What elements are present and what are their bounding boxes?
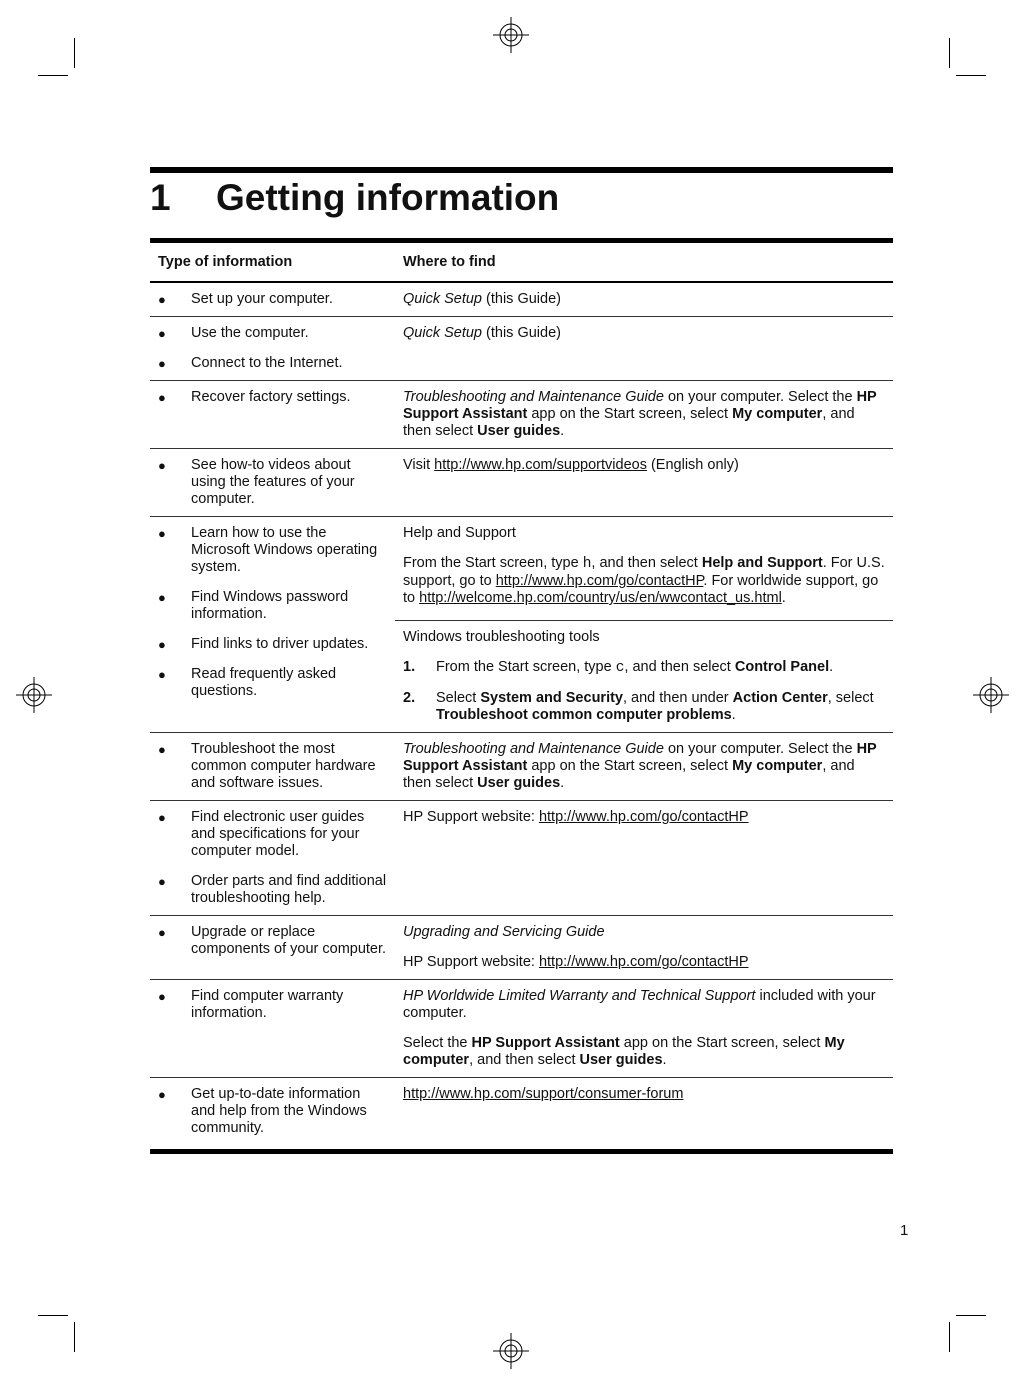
chapter-title: Getting information <box>216 177 560 218</box>
troubleshooting-tools-section <box>395 620 893 724</box>
contact-hp-link[interactable]: http://www.hp.com/go/contactHP <box>538 954 749 970</box>
list-item: ● See how-to videos about using the features of your computer. <box>158 457 355 507</box>
type-cell <box>150 517 395 733</box>
table-row <box>150 1078 893 1152</box>
registration-mark-icon <box>493 17 529 53</box>
list-item: ● Use the computer. <box>158 325 309 341</box>
type-cell <box>150 980 395 1078</box>
table-header-row <box>150 241 893 283</box>
list-item: ● Upgrade or replace components of your computer. <box>158 924 387 957</box>
registration-mark-icon <box>973 677 1009 713</box>
type-cell <box>150 733 395 801</box>
bullet-icon: ● <box>158 1087 166 1102</box>
consumer-forum-link[interactable]: http://www.hp.com/support/consumer-forum <box>403 1086 684 1102</box>
table-row <box>150 916 893 980</box>
bullet-icon: ● <box>158 390 166 405</box>
table-row <box>150 381 893 449</box>
crop-mark <box>74 1322 75 1352</box>
table-row <box>150 801 893 916</box>
page-number: 1 <box>900 1222 909 1239</box>
where-cell: Quick Setup (this Guide) <box>403 291 561 307</box>
list-item: ● Find Windows password information. <box>158 589 349 622</box>
step-item: 2. Select System and Security, and then under Action Center, select Troubleshoot common computer problems. <box>403 690 874 723</box>
crop-mark <box>949 38 950 68</box>
bullet-icon: ● <box>158 874 166 889</box>
type-cell <box>150 916 395 980</box>
type-cell <box>150 801 395 916</box>
bullet-icon: ● <box>158 810 166 825</box>
crop-mark <box>38 1315 68 1316</box>
list-item: ● Find electronic user guides and specifications for your computer model. <box>158 809 365 859</box>
registration-mark-icon <box>16 677 52 713</box>
list-item: ● Order parts and find additional troubleshooting help. <box>158 873 387 906</box>
type-cell <box>150 282 395 317</box>
crop-mark <box>956 75 986 76</box>
list-item: ● Learn how to use the Microsoft Windows operating system. <box>158 525 378 575</box>
guide-title: Quick Setup <box>403 291 482 307</box>
bullet-icon: ● <box>158 667 166 682</box>
column-header-where: Where to find <box>395 241 893 283</box>
list-item: ● Recover factory settings. <box>158 389 351 405</box>
list-item: ● Read frequently asked questions. <box>158 666 337 699</box>
where-cell <box>395 1078 893 1152</box>
chapter-rule <box>150 167 893 173</box>
bullet-icon: ● <box>158 590 166 605</box>
column-header-type: Type of information <box>150 241 395 283</box>
guide-title: Quick Setup <box>403 325 482 341</box>
support-videos-link[interactable]: http://www.hp.com/supportvideos <box>434 457 647 473</box>
contact-hp-link[interactable]: http://www.hp.com/go/contactHP <box>538 809 749 825</box>
bullet-icon: ● <box>158 458 166 473</box>
bullet-icon: ● <box>158 637 166 652</box>
bullet-icon: ● <box>158 925 166 940</box>
bullet-icon: ● <box>158 356 166 371</box>
where-cell: HP Worldwide Limited Warranty and Technical Support included with your computer. Select the HP Support Assistant app on the Start screen, select My computer, and then select User guides. <box>395 980 893 1078</box>
where-cell: Quick Setup (this Guide) <box>395 317 893 381</box>
chapter-heading <box>150 176 559 220</box>
help-title: Help and Support <box>403 525 516 541</box>
type-cell <box>150 381 395 449</box>
bullet-icon: ● <box>158 742 166 757</box>
bullet-icon: ● <box>158 326 166 341</box>
type-cell <box>150 317 395 381</box>
contact-hp-link[interactable]: http://www.hp.com/go/contactHP <box>495 573 704 589</box>
where-cell: Visit http://www.hp.com/supportvideos (English only) <box>395 449 893 517</box>
type-cell <box>150 449 395 517</box>
crop-mark <box>38 75 68 76</box>
information-table <box>150 238 893 1154</box>
crop-mark <box>949 1322 950 1352</box>
where-cell: Troubleshooting and Maintenance Guide on your computer. Select the HP Support Assistant app on the Start screen, select My computer, and then select User guides. <box>395 733 893 801</box>
bullet-icon: ● <box>158 292 166 307</box>
guide-title: Upgrading and Servicing Guide <box>403 924 605 940</box>
type-cell <box>150 1078 395 1152</box>
worldwide-contact-link[interactable]: http://welcome.hp.com/country/us/en/wwcontact_us.html <box>419 590 782 606</box>
tools-title: Windows troubleshooting tools <box>403 629 600 645</box>
list-item: ● Get up-to-date information and help from the Windows community. <box>158 1086 367 1136</box>
registration-mark-icon <box>493 1333 529 1369</box>
bullet-icon: ● <box>158 526 166 541</box>
table-row <box>150 449 893 517</box>
where-cell <box>395 517 893 733</box>
list-item: ● Connect to the Internet. <box>158 355 343 371</box>
table-row <box>150 733 893 801</box>
table-row <box>150 317 893 381</box>
bullet-icon: ● <box>158 989 166 1004</box>
where-cell: Upgrading and Servicing Guide HP Support website: http://www.hp.com/go/contactHP <box>395 916 893 980</box>
list-item: ● Find computer warranty information. <box>158 988 344 1021</box>
chapter-number: 1 <box>150 177 171 218</box>
table-row <box>150 282 893 317</box>
table-row <box>150 980 893 1078</box>
list-item: ● Find links to driver updates. <box>158 636 369 652</box>
table-row <box>150 517 893 733</box>
where-cell: Troubleshooting and Maintenance Guide on your computer. Select the HP Support Assistant app on the Start screen, select My computer, and then select User guides. <box>395 381 893 449</box>
where-cell: HP Support website: http://www.hp.com/go/contactHP <box>395 801 893 916</box>
step-item: 1. From the Start screen, type c, and then select Control Panel. <box>403 659 834 676</box>
crop-mark <box>74 38 75 68</box>
list-item: ● Troubleshoot the most common computer hardware and software issues. <box>158 741 376 791</box>
list-item: ● Set up your computer. <box>158 291 333 307</box>
crop-mark <box>956 1315 986 1316</box>
help-instructions: From the Start screen, type h, and then select Help and Support. For U.S. support, go to http://www.hp.com/go/contactHP. For worldwide support, go to http://welcome.hp.com/country/us/en/wwcontact_us.html. <box>403 555 885 606</box>
